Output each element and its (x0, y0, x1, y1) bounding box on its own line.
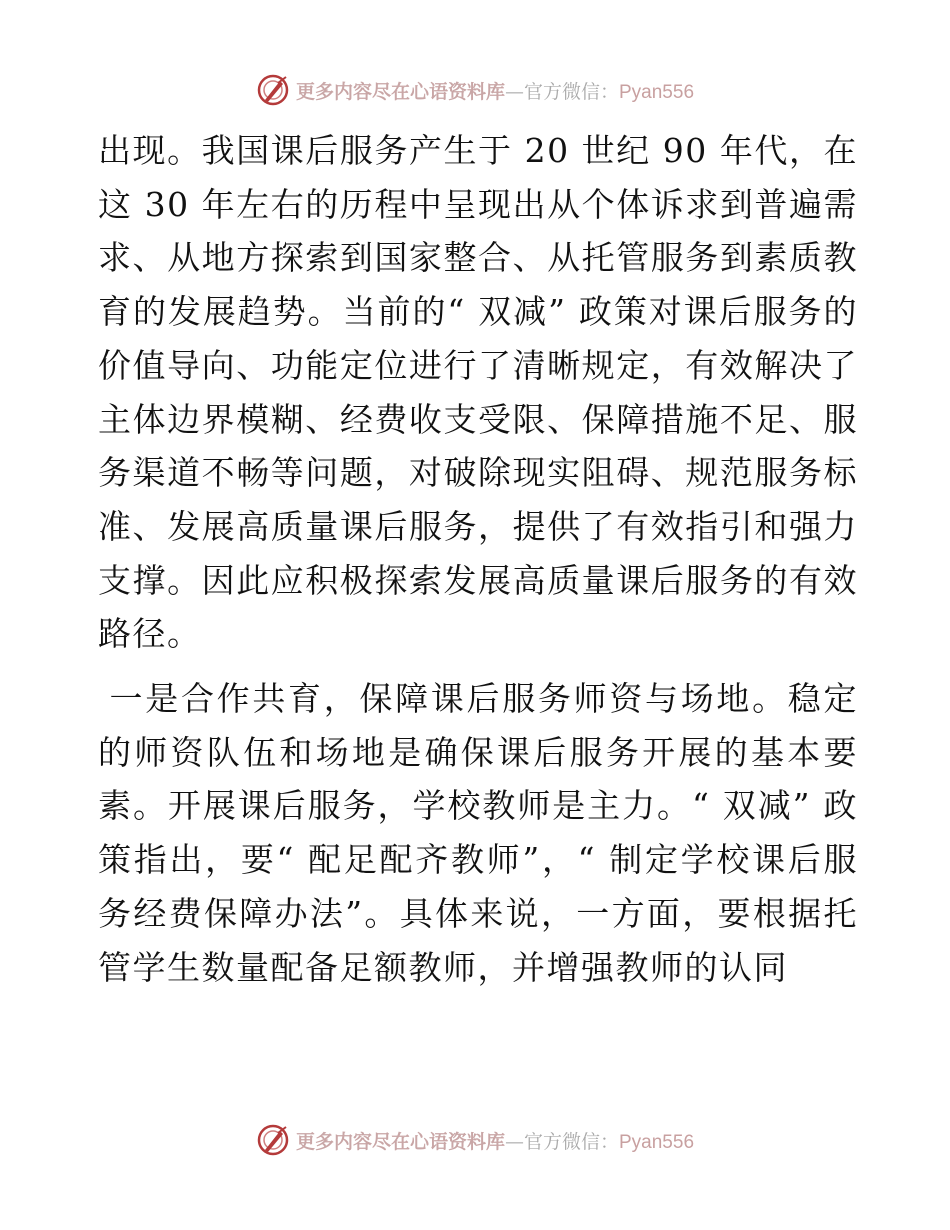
watermark-main-text: 更多内容尽在心语资料库 (295, 80, 505, 103)
watermark-dash: — (504, 80, 524, 103)
paragraph-2: 一是合作共育，保障课后服务师资与场地。稳定的师资队伍和场地是确保课后服务开展的基本要素。开展课后服务，学校教师是主力。“ 双减” 政策指出，要“ 配足配齐教师”，“ 制定学校课后服务经费保障办法”。具体来说，一方面，要根据托管学生数量配备足额教师，并增强教师的认同 (98, 679, 858, 987)
watermark-wechat-label: 官方微信： (523, 1130, 619, 1153)
watermark-text (296, 77, 694, 104)
watermark-wechat-id: Pyan556 (619, 81, 695, 103)
watermark-text (296, 1127, 694, 1154)
watermark-wechat-id: Pyan556 (619, 1131, 695, 1153)
quill-pen-logo-icon (256, 1123, 290, 1157)
watermark-main-text: 更多内容尽在心语资料库 (295, 1130, 505, 1153)
watermark-wechat-label: 官方微信： (523, 80, 619, 103)
watermark-footer (0, 1120, 950, 1160)
quill-pen-logo-icon (256, 73, 290, 107)
paragraph-1: 出现。我国课后服务产生于 20 世纪 90 年代，在这 30 年左右的历程中呈现出从个体诉求到普遍需求、从地方探索到国家整合、从托管服务到素质教育的发展趋势。当前的“ 双减” 政策对课后服务的价值导向、功能定位进行了清晰规定，有效解决了主体边界模糊、经费收支受限、保障措施不足、服务渠道不畅等问题，对破除现实阻碍、规范服务标准、发展高质量课后服务，提供了有效指引和强力支撑。因此应积极探索发展高质量课后服务的有效路径。 (98, 131, 858, 654)
watermark-dash: — (504, 1130, 524, 1153)
watermark-header (0, 70, 950, 110)
document-body (98, 124, 858, 994)
